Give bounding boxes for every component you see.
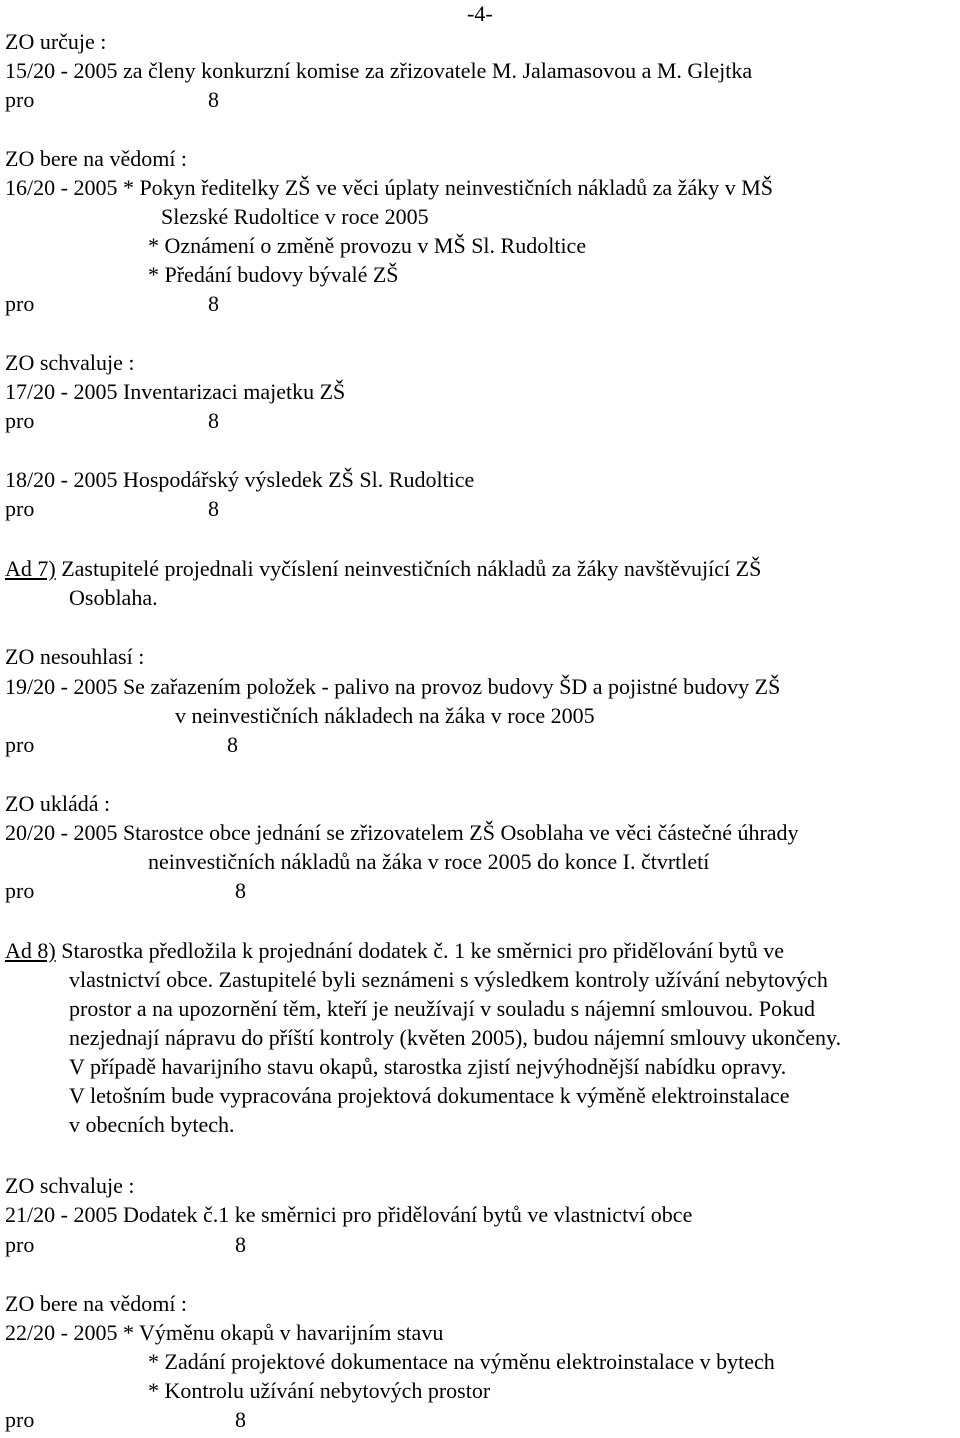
heading-zo-uklada: ZO ukládá : <box>5 791 111 816</box>
vote-line <box>5 1231 246 1259</box>
resolution-22-line-2: * Zadání projektové dokumentace na výměnu elektroinstalace v bytech <box>148 1349 775 1374</box>
resolution-16-line-4: * Předání budovy bývalé ZŠ <box>148 262 399 287</box>
vote-label: pro <box>5 1407 35 1432</box>
heading-zo-schvaluje: ZO schvaluje : <box>5 1173 135 1198</box>
ad8-text-line-5: V případě havarijního stavu okapů, starostka zjistí nejvýhodnější nabídku opravy. <box>69 1054 787 1079</box>
ad8-label: Ad 8) <box>5 938 56 963</box>
resolution-22-line-1: 22/20 - 2005 * Výměnu okapů v havarijním stavu <box>5 1320 444 1345</box>
vote-count: 8 <box>208 408 219 433</box>
resolution-20-line-2: neinvestičních nákladů na žáka v roce 2005 do konce I. čtvrtletí <box>148 849 710 874</box>
page-number: -4- <box>467 1 493 26</box>
resolution-17: 17/20 - 2005 Inventarizaci majetku ZŠ <box>5 379 346 404</box>
heading-zo-bere-na-vedomi: ZO bere na vědomí : <box>5 146 188 171</box>
ad7-label: Ad 7) <box>5 556 56 581</box>
vote-label: pro <box>5 87 35 112</box>
heading-zo-urcuje: ZO určuje : <box>5 29 107 54</box>
ad7-text-line-2: Osoblaha. <box>69 585 158 610</box>
vote-count: 8 <box>235 1407 246 1432</box>
vote-count: 8 <box>208 496 219 521</box>
vote-line <box>5 731 238 759</box>
ad8-text-line-1: Starostka předložila k projednání dodatek č. 1 ke směrnici pro přidělování bytů ve <box>55 938 784 963</box>
resolution-16-line-1: 16/20 - 2005 * Pokyn ředitelky ZŠ ve věci úplaty neinvestičních nákladů za žáky v MŠ <box>5 175 774 200</box>
vote-count: 8 <box>235 1232 246 1257</box>
vote-count: 8 <box>208 87 219 112</box>
ad8-text-line-4: nezjednají nápravu do příští kontroly (květen 2005), budou nájemní smlouvy ukončeny. <box>69 1025 842 1050</box>
ad8-text-line-3: prostor a na upozornění těm, kteří je neužívají v souladu s nájemní smlouvou. Pokud <box>69 996 816 1021</box>
heading-zo-nesouhlasi: ZO nesouhlasí : <box>5 644 145 669</box>
heading-zo-bere-na-vedomi: ZO bere na vědomí : <box>5 1291 188 1316</box>
ad8-text-line-2: vlastnictví obce. Zastupitelé byli seznámeni s výsledkem kontroly užívání nebytových <box>69 967 828 992</box>
vote-count: 8 <box>235 878 246 903</box>
ad8-text-line-6: V letošním bude vypracována projektová dokumentace k výměně elektroinstalace <box>69 1083 790 1108</box>
resolution-19-line-1: 19/20 - 2005 Se zařazením položek - palivo na provoz budovy ŠD a pojistné budovy ZŠ <box>5 674 781 699</box>
vote-label: pro <box>5 878 35 903</box>
vote-label: pro <box>5 408 35 433</box>
ad7-paragraph <box>5 555 761 583</box>
vote-count: 8 <box>227 732 238 757</box>
vote-label: pro <box>5 496 35 521</box>
resolution-15: 15/20 - 2005 za členy konkurzní komise za zřizovatele M. Jalamasovou a M. Glejtka <box>5 58 753 83</box>
resolution-19-line-2: v neinvestičních nákladech na žáka v roce 2005 <box>175 703 595 728</box>
resolution-22-line-3: * Kontrolu užívání nebytových prostor <box>148 1378 491 1403</box>
resolution-20-line-1: 20/20 - 2005 Starostce obce jednání se zřizovatelem ZŠ Osoblaha ve věci částečné úhrady <box>5 820 799 845</box>
vote-line <box>5 877 246 905</box>
heading-zo-schvaluje: ZO schvaluje : <box>5 350 135 375</box>
ad8-text-line-7: v obecních bytech. <box>69 1112 235 1137</box>
vote-line <box>5 407 219 435</box>
ad7-text-line-1: Zastupitelé projednali vyčíslení neinvestičních nákladů za žáky navštěvující ZŠ <box>55 556 762 581</box>
resolution-18: 18/20 - 2005 Hospodářský výsledek ZŠ Sl. Rudoltice <box>5 467 475 492</box>
vote-line <box>5 290 219 318</box>
resolution-16-line-2: Slezské Rudoltice v roce 2005 <box>161 204 429 229</box>
vote-label: pro <box>5 291 35 316</box>
vote-line <box>5 86 219 114</box>
vote-count: 8 <box>208 291 219 316</box>
vote-line <box>5 495 219 523</box>
resolution-16-line-3: * Oznámení o změně provozu v MŠ Sl. Rudoltice <box>148 233 587 258</box>
vote-label: pro <box>5 732 35 757</box>
ad8-paragraph <box>5 937 784 965</box>
vote-line <box>5 1406 246 1434</box>
vote-label: pro <box>5 1232 35 1257</box>
resolution-21: 21/20 - 2005 Dodatek č.1 ke směrnici pro přidělování bytů ve vlastnictví obce <box>5 1202 693 1227</box>
